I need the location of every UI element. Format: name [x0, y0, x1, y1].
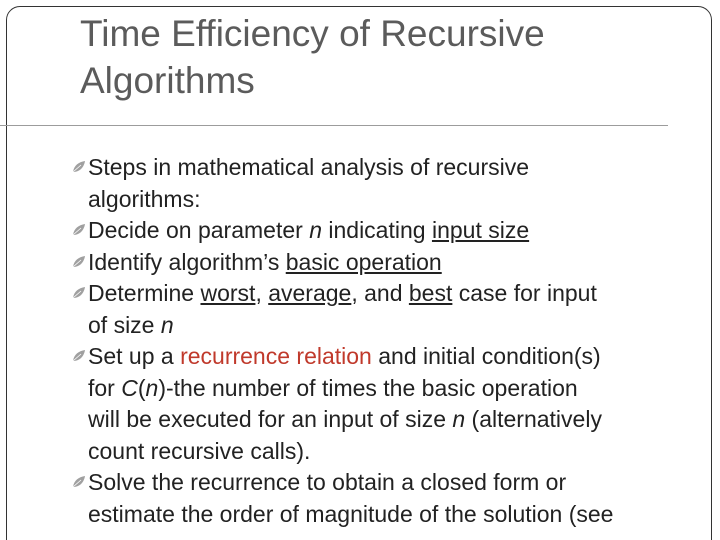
best-link[interactable]: best: [408, 280, 453, 306]
var-n: n: [309, 217, 322, 243]
bullet-recurrence: [72, 341, 684, 467]
text: and initial condition(s): [371, 343, 601, 369]
basic-operation-link[interactable]: basic operation: [285, 248, 442, 275]
bullet-parameter: [72, 215, 684, 247]
bullet-list: [72, 152, 684, 530]
title-line-1: Time Efficiency of Recursive: [80, 13, 545, 54]
bullet-recurrence-line-3: [88, 404, 684, 436]
text: Decide on parameter: [88, 217, 310, 243]
text: for: [88, 374, 122, 401]
leaf-bullet-icon: [72, 223, 86, 237]
text: case for input: [452, 280, 597, 306]
text: Set up a: [88, 343, 181, 369]
average-link[interactable]: average: [268, 280, 352, 306]
bullet-steps-line-1: Steps in mathematical analysis of recursive: [88, 154, 530, 180]
bullet-cases: [72, 278, 684, 341]
input-size-link[interactable]: input size: [431, 217, 530, 243]
text: , and: [351, 280, 409, 306]
bullet-solve-line-1: Solve the recurrence to obtain a closed form or: [88, 469, 567, 495]
leaf-bullet-icon: [72, 349, 86, 363]
bullet-cases-line-2: [88, 310, 684, 342]
var-n: n: [452, 406, 466, 432]
bullet-basic-operation: [72, 247, 684, 279]
bullet-solve: [72, 467, 684, 530]
leaf-bullet-icon: [72, 475, 86, 489]
text: (: [137, 374, 146, 401]
text: )-the number of times the basic operation: [158, 374, 578, 401]
var-n: n: [160, 311, 174, 338]
text: of size: [88, 311, 161, 338]
worst-link[interactable]: worst: [200, 280, 256, 306]
bullet-solve-line-2: estimate the order of magnitude of the solution (see: [88, 500, 614, 527]
text: (alternatively: [465, 406, 602, 432]
text: ,: [255, 280, 269, 306]
bullet-recurrence-line-4: count recursive calls).: [88, 437, 311, 464]
title-line-2: Algorithms: [80, 60, 255, 101]
leaf-bullet-icon: [72, 160, 86, 174]
var-n: n: [145, 374, 159, 401]
leaf-bullet-icon: [72, 286, 86, 300]
slide-title: [80, 10, 680, 104]
bullet-recurrence-line-2: [88, 373, 684, 405]
title-divider: [0, 125, 668, 126]
recurrence-relation-highlight: recurrence relation: [180, 343, 372, 369]
text: indicating: [321, 217, 432, 243]
bullet-steps-line-2: algorithms:: [88, 185, 201, 212]
var-c: C: [121, 374, 138, 401]
leaf-bullet-icon: [72, 255, 86, 269]
text: Identify algorithm’s: [88, 248, 286, 275]
bullet-steps: [72, 152, 684, 215]
text: will be executed for an input of size: [88, 406, 453, 432]
text: Determine: [88, 280, 201, 306]
